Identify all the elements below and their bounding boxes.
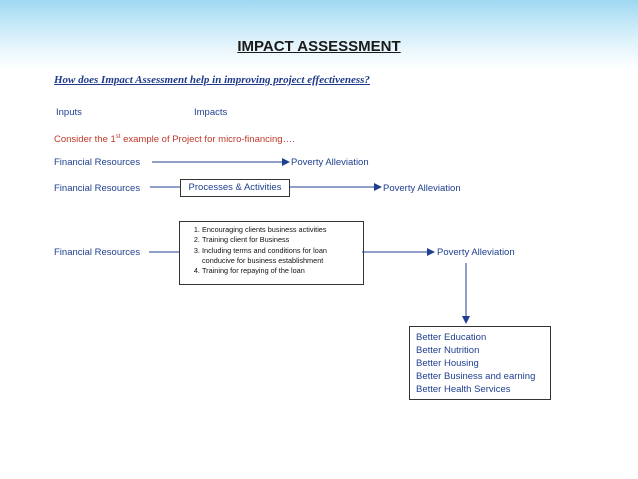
example-suffix: example of Project for micro-financing…. — [120, 134, 295, 146]
row3-impact: Poverty Alleviation — [437, 247, 515, 258]
row2-input: Financial Resources — [54, 183, 141, 194]
row2-impact: Poverty Alleviation — [383, 183, 461, 194]
example-prefix: Consider the 1 — [54, 134, 116, 146]
example-superscript: st — [115, 134, 121, 140]
processes-activities-box: Processes & Activities — [180, 179, 290, 197]
outcome-item: Better Business and earning — [416, 370, 536, 382]
outcome-item: Better Nutrition — [416, 344, 480, 356]
impacts-label: Impacts — [194, 107, 228, 118]
step-item: 4. Training for repaying of the loan — [202, 266, 359, 276]
outcome-item: Better Education — [416, 332, 487, 343]
step-item: 3. Including terms and conditions for loan conducive for business establishment — [202, 246, 359, 267]
step-item: 2. Training client for Business — [202, 235, 359, 245]
step-item: 1. Encouraging clients business activities — [202, 225, 359, 235]
row1-input: Financial Resources — [54, 157, 141, 168]
row3-input: Financial Resources — [54, 247, 141, 258]
page-title: IMPACT ASSESSMENT — [237, 38, 401, 55]
row1-impact: Poverty Alleviation — [291, 157, 369, 168]
outcome-item: Better Housing — [416, 357, 479, 369]
guiding-question: How does Impact Assessment help in improving project effectiveness? — [54, 74, 370, 86]
outcome-item: Better Health Services — [416, 383, 511, 395]
inputs-label: Inputs — [56, 107, 82, 118]
